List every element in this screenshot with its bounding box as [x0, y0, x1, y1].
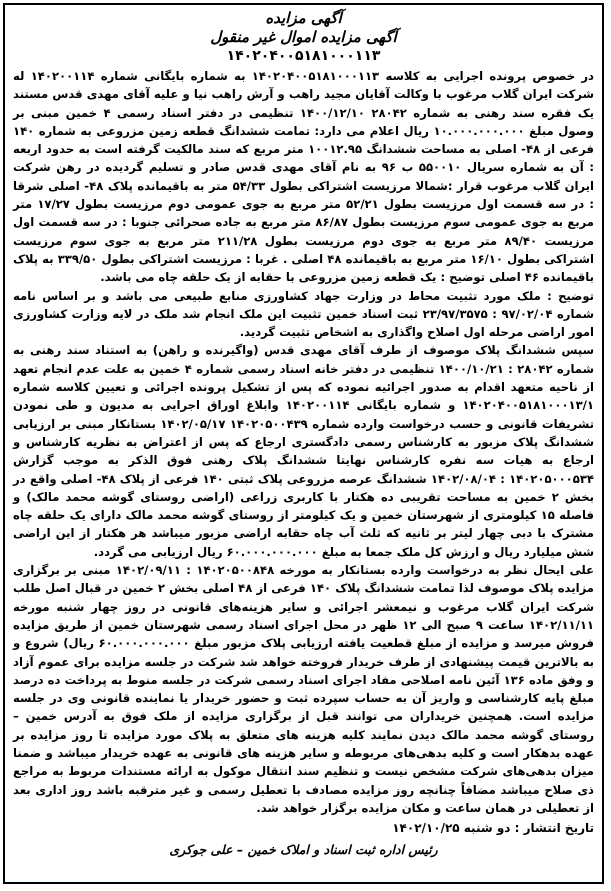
paragraph-1: در خصوص پرونده اجرایی به کلاسه ۱۴۰۲۰۴۰۰۵۱۸۱۰۰۰۱۱۳ به شماره بایگانی شماره ۱۴۰۲۰۰۱۱۴ له شرکت ایران گلاب مرغوب با وکالت آقایان مجید راهب و آرش راهب نیا و علیه آقای مهدی قدس مستند یک فقره سند رهنی به شماره ۲۸۰۴۲ ۱۴۰۰/۱۲/۱۰ تنظیمی در دفتر اسناد رسمی ۴ خمین مبنی بر وصول مبلغ ۱۰.۰۰۰.۰۰۰.۰۰۰ ریال اعلام می دارد: تمامت ششدانگ قطعه زمین مزروعی به شماره ۱۴۰ فرعی از ۴۸- اصلی به مساحت ششدانگ ۱۰۰۱۲.۹۵ متر مربع که سند مالکیت گرفته است به حدود اربعه : آن به شماره سریال ۵۵۰۰۱۰ ب ۹۶ به نام آقای مهدی قدس صادر و تسلیم گردیده در رهن شرکت ایران گلاب مرغوب قرار :شمالا مرزیست اشتراکی بطول ۵۴/۳۳ متر به باقیمانده پلاک ۴۸- اصلی شرقا : در سه قسمت اول مرزیست بطول ۵۲/۲۱ متر مربع به جوی عمومی دوم مرزیست بطول ۱۷/۲۷ متر مربع به جوی عمومی سوم مرزیست بطول ۸۶/۸۷ متر مربع به جاده صحرائی جنوبا : در سه قسمت اول مرزیست ۸۹/۴۰ متر مربع به جوی دوم مرزیست بطول ۲۱۱/۲۸ متر مربع به جوی سوم مرزیست اشتراکی بطول ۱۶/۱۰ متر مربع به باقیمانده ۴۸ اصلی . غربا : مرزیست اشتراکی بطول ۳۳۹/۵۰ به پلاک باقیمانده ۴۶ اصلی توضیح : یک قطعه زمین مزروعی با حقابه از یک حلقه چاه می باشد. — [13, 69, 595, 285]
signature: رئیس اداره ثبت اسناد و املاک خمین – علی جوکری — [169, 842, 438, 858]
publication-date: تاریخ انتشار : دو شنبه ۱۴۰۲/۱۰/۲۵ — [392, 821, 594, 836]
paragraph-3: سپس ششدانگ پلاک موصوف از طرف آقای مهدی قدس (واگیرنده و راهن) به استناد سند رهنی به شماره ۲۸۰۴۲ : ۱۴۰۰/۱۰/۲۱ تنظیمی در دفتر خانه اسناد رسمی شماره ۴ خمین به علت عدم انجام تعهد از ناحیه متعهد اقدام به صدور اجرائیه نموده که پس از تشکیل پرونده اجرائی و تعیین کلاسه شماره ۱۴۰۲۰۴۰۰۵۱۸۱۰۰۰۱۳/۱ و شماره بایگانی ۱۴۰۲۰۰۱۱۴ وابلاغ اوراق اجرایی به مدیون و طی نمودن تشریفات قانونی و حسب درخواست وارده شماره ۱۴۰۲۰۵۰۰۴۳۹ ۱۴۰۲/۰۵/۱۷ بستانکار مبنی بر ارزیابی ششدانگ پلاک مزبور به کارشناس رسمی دادگستری ارجاع که پس از اعتراض به نظریه کارشناس و ارجاع به هیات سه نفره کارشناس نهایتا ششدانگ پلاک رهنی فوق الذکر به موجب گزارش ۱۴۰۲۰۵۰۰۰۵۳۴ : ۱۴۰۲/۰۸/۰۴ ششدانگ عرصه مزروعی پلاک ثبتی ۱۴۰ فرعی از پلاک ۴۸- اصلی واقع در بخش ۲ خمین به مساحت تقریبی ده هکتار با کاربری زراعی (اراضی روستای گوشه محمد مالک) و فاصله ۱۵ کیلومتری از شهرستان خمین و یک کیلومتر از روستای گوشه محمد مالک دارای یک حلقه چاه مشترک با دبی چهار لیتر بر ثانیه که ثلث آب چاه حقابه اراضی مزبور میباشد هر هکتار از این اراضی شش میلیارد ریال و ارزش کل ملک جمعا به مبلغ ۶۰.۰۰۰.۰۰۰.۰۰۰ ریال ارزیابی می گردد. — [13, 343, 594, 559]
notice-title: آگهی مزایده — [265, 9, 342, 27]
notice-subtitle: آگهی مزایده اموال غیر منقول — [210, 28, 397, 46]
notice-body — [5, 65, 602, 817]
notice-page — [3, 3, 604, 884]
paragraph-2: توضیح : ملک مورد تثبیت محاط در وزارت جهاد کشاورزی منابع طبیعی می باشد و بر اساس نامه شماره ۹۷/۰۲/۰۴ : ۲۳/۹۷/۳۵۷۵ ثبت اسناد خمین تثبیت این ملک انجام شد ملک در لایه وزارت کشاورزی امور اراضی مرحله اول اصلاح واگذاری به اشخاص تثبیت گردید. — [13, 288, 594, 340]
paragraph-4: علی ایحال نظر به درخواست وارده بستانکار به مورخه ۱۴۰۲۰۵۰۰۸۴۸ : ۱۴۰۲/۰۹/۱۱ مبنی بر برگزاری مزایده پلاک موصوف لذا تمامت ششدانگ پلاک ۱۴۰ فرعی از ۴۸ اصلی بخش ۲ خمین در قبال اصل طلب شرکت ایران گلاب مرغوب و نیمعشر اجرائی و سایر هزینه‌های قانونی در روز چهار شنبه مورخه ۱۴۰۲/۱۱/۱۱ ساعت ۹ صبح الی ۱۲ ظهر در محل اجرای اسناد رسمی شهرستان خمین از طریق مزایده فروش میرسد و مزایده از مبلغ قطعیت یافته ارزیابی پلاک مزبور مبلغ ۶۰.۰۰۰.۰۰۰.۰۰۰ ریال) شروع و به بالاترین قیمت پیشنهادی از طرف خریدار فروخته خواهد شد شرکت در جلسه مزایده برای عموم آزاد و وفق ماده ۱۳۶ آئین نامه اصلاحی مفاد اجرای اسناد رسمی شرکت در جلسه منوط به پرداخت ده درصد مبلغ پایه کارشناسی و واریز آن به حساب سپرده ثبت و حضور خریدار یا نماینده قانونی وی در جلسه مزایده است. همچنین خریداران می توانند قبل از برگزاری مزایده از ملک فوق به آدرس خمین – روستای گوشه محمد مالک دیدن نمایند کلیه هزینه های متعلق به پلاک مورد مزایده تا روز مزایده بر عهده بدهکار است و کلیه بدهی‌های مربوطه و سایر هزینه های قانونی به عهده خریدار میباشد و ضمنا میزان بدهی‌های شرکت مشخص نیست و تنظیم سند انتقال موکول به ارائه مستندات مربوط به مراجع ذی صلاح میباشد مضافاً چنانچه روز مزایده مصادف با تعطیل رسمی و غیر مترقبه باشد روز اداری بعد از تعطیلی در همان ساعت و مکان مزایده برگزار خواهد شد. — [13, 563, 594, 815]
notice-header — [5, 9, 602, 65]
case-number: ۱۴۰۲۰۴۰۰۵۱۸۱۰۰۰۱۱۳ — [226, 48, 381, 64]
